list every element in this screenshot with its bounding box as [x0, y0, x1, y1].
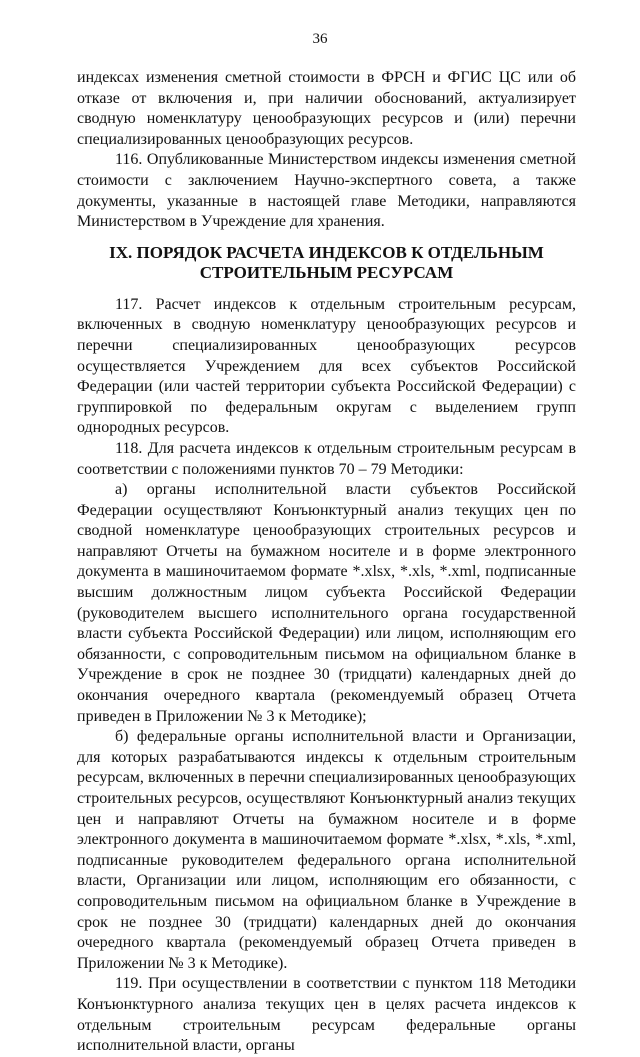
paragraph-116: 116. Опубликованные Министерством индексы изменения сметной стоимости с заключением Научно-экспертного совета, а также документы, указанные в настоящей главе Методики, направляются Министерством в Учреждение для хранения. — [77, 151, 576, 231]
document-body — [77, 68, 576, 1057]
page-number: 36 — [312, 31, 328, 47]
paragraph-118-b: б) федеральные органы исполнительной власти и Организации, для которых разрабатываются индексы к отдельным строительным ресурсам, включенных в перечни специализированных ценообразующих строительных ресурсов, осуществляют Конъюнктурный анализ текущих цен и направляют Отчеты на бумажном носителе и в форме электронного документа в машиночитаемом формате *.xlsx, *.xls, *.xml, подписанные руководителем федерального органа исполнительной власти, Организации или лицом, исполняющим его обязанности, с сопроводительным письмом на официальном бланке в Учреждение в срок не позднее 30 (тридцати) календарных дней до окончания очередного квартала (рекомендуемый образец Отчета приведен в Приложении № 3 к Методике). — [77, 728, 576, 972]
paragraph-117: 117. Расчет индексов к отдельным строительным ресурсам, включенных в сводную номенклатуру ценообразующих ресурсов и перечни специализированных ценообразующих ресурсов осуществляется Учреждением для всех субъектов Российской Федерации (или частей территории субъекта Российской Федерации) с группировкой по федеральным округам с выделением групп однородных ресурсов. — [77, 295, 576, 437]
paragraph-118-a: а) органы исполнительной власти субъектов Российской Федерации осуществляют Конъюнктурный анализ текущих цен по сводной номенклатуре ценообразующих строительных ресурсов и направляют Отчеты на бумажном носителе и в форме электронного документа в машиночитаемом формате *.xlsx, *.xls, *.xml, подписанные высшим должностным лицом субъекта Российской Федерации (руководителем высшего исполнительного органа государственной власти субъекта Российской Федерации) или лицом, исполняющим его обязанности, с сопроводительным письмом на официальном бланке в Учреждение в срок не позднее 30 (тридцати) календарных дней до окончания очередного квартала (рекомендуемый образец Отчета приведен в Приложении № 3 к Методике); — [77, 481, 576, 725]
paragraph-continuation: индексах изменения сметной стоимости в ФРСН и ФГИС ЦС или об отказе от включения и, при наличии обоснований, актуализирует сводную номенклатуру ценообразующих ресурсов и (или) перечни специализированных ценообразующих ресурсов. — [77, 69, 576, 148]
section-heading-line2: СТРОИТЕЛЬНЫМ РЕСУРСАМ — [199, 262, 454, 282]
paragraph-118: 118. Для расчета индексов к отдельным строительным ресурсам в соответствии с положениями пунктов 70 – 79 Методики: — [77, 439, 576, 478]
paragraph-119: 119. При осуществлении в соответствии с пунктом 118 Методики Конъюнктурного анализа текущих цен в целях расчета индексов к отдельным строительным ресурсам федеральные органы исполнительной власти, органы — [77, 975, 576, 1055]
section-heading-line1: IX. ПОРЯДОК РАСЧЕТА ИНДЕКСОВ К ОТДЕЛЬНЫМ — [109, 242, 544, 262]
section-heading — [77, 243, 576, 283]
